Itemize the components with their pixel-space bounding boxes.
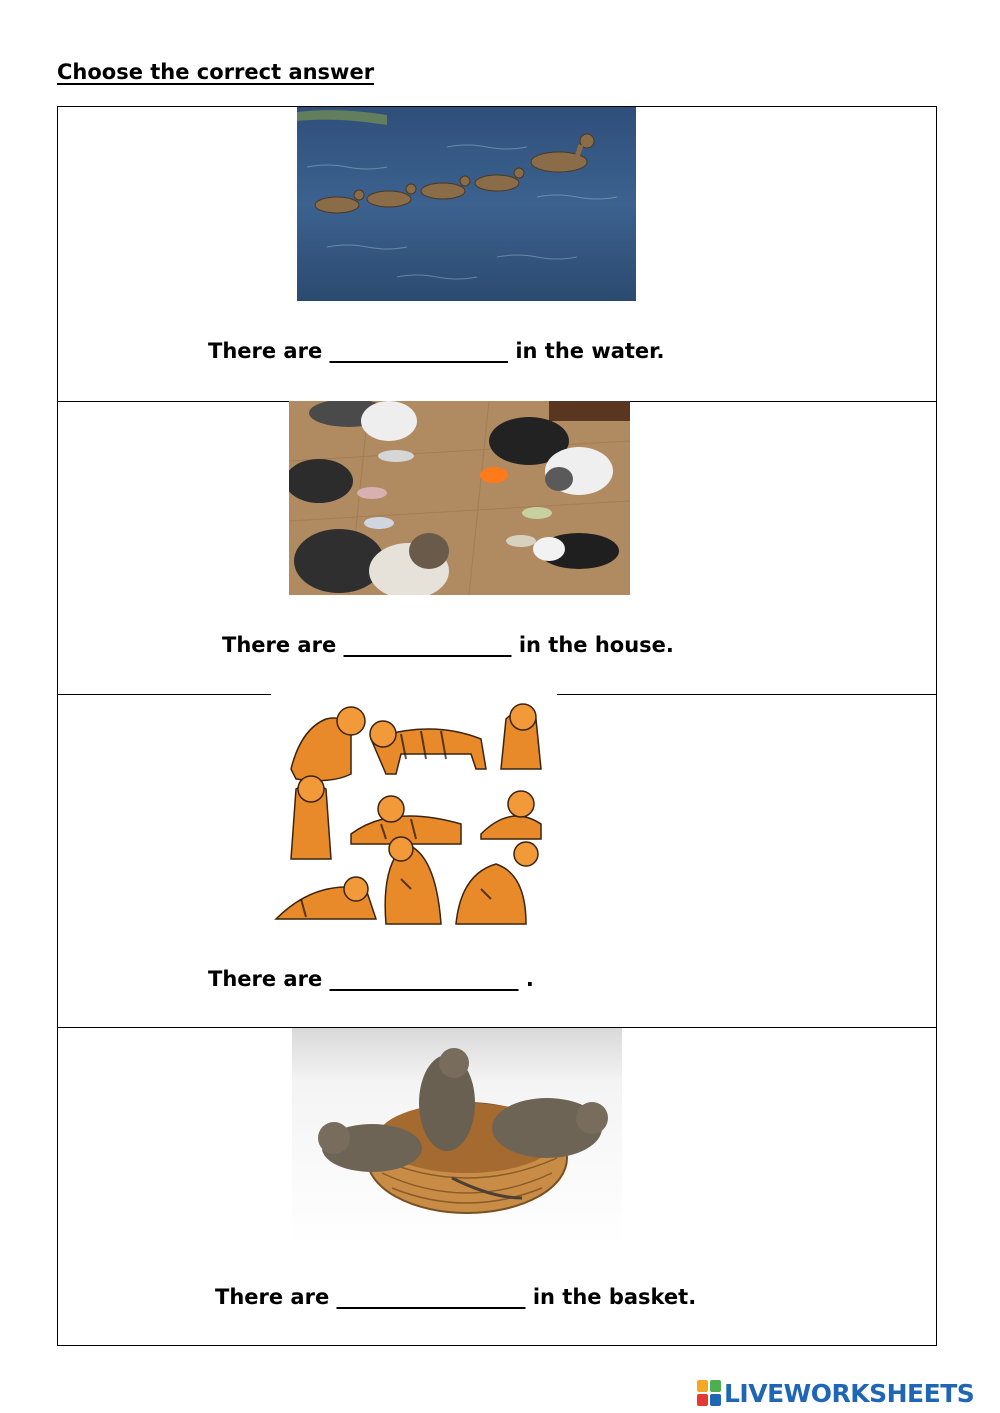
ducks-image	[297, 107, 636, 301]
liveworksheets-mark-icon	[697, 1380, 721, 1406]
brand-name: LIVEWORKSHEETS	[724, 1378, 975, 1408]
mice-image	[292, 1028, 622, 1247]
sentence-4: There are __________________ in the basket.	[215, 1285, 697, 1309]
sentence-3: There are __________________ .	[208, 967, 534, 991]
cats-image	[289, 401, 630, 595]
tigers-image	[271, 689, 557, 929]
worksheet-title: Choose the correct answer	[57, 60, 375, 84]
sentence-2: There are ________________ in the house.	[222, 633, 674, 657]
question-table	[57, 106, 937, 1346]
sentence-1: There are _________________ in the water.	[208, 339, 665, 363]
liveworksheets-logo	[697, 1375, 974, 1411]
